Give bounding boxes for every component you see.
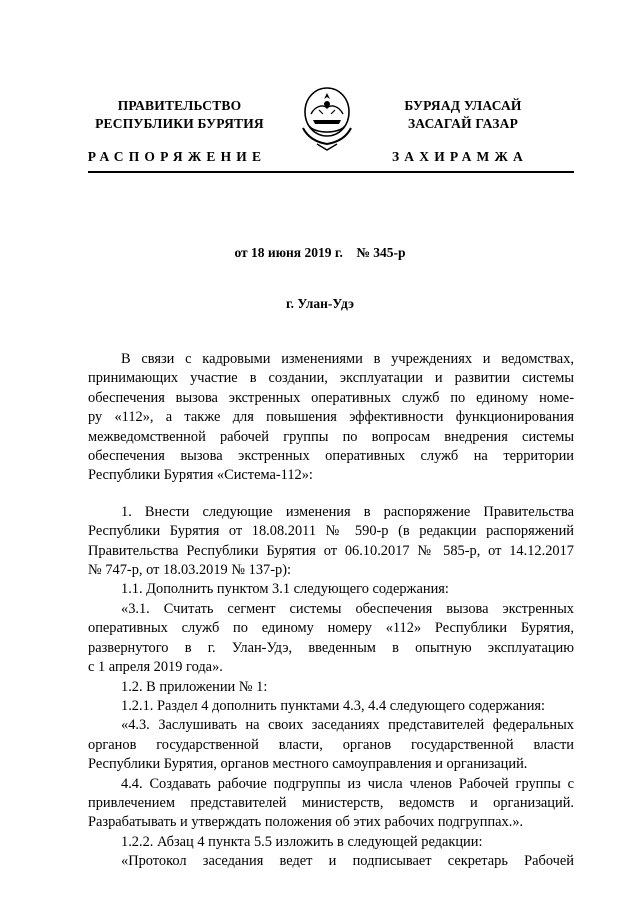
- text-line: межведомственной рабочей группы по вопросам внедрения системы: [88, 428, 574, 445]
- text-line: привлечением представителей министерств, ведомств и организаций.: [88, 794, 574, 811]
- right-org-line-1: БУРЯАД УЛАСАЙ: [404, 98, 522, 113]
- text-line: обеспечения вызова экстренных оперативных служб на территории: [88, 448, 574, 465]
- paragraph-item-1: [88, 503, 574, 581]
- text-line: «4.3. Заслушивать на своих заседаниях представителей федеральных: [121, 717, 574, 734]
- text-line: принимающих участие в создании, эксплуатации и развитии системы: [88, 370, 574, 387]
- right-org-line-2: ЗАСАГАЙ ГАЗАР: [407, 116, 519, 131]
- text-line: В связи с кадровыми изменениями в учреждениях и ведомствах,: [121, 351, 574, 367]
- text-line: Республики Бурятия «Система-112»:: [88, 467, 313, 484]
- right-document-type: ЗАХИРАМЖА: [391, 149, 529, 164]
- text-line: Разрабатывать и утверждать положения об этих рабочих подгруппах.».: [88, 814, 524, 831]
- paragraph-item-1-1: 1.1. Дополнить пунктом 3.1 следующего содержания:: [121, 581, 449, 598]
- text-line: с 1 апреля 2019 года».: [88, 659, 223, 676]
- paragraph-item-3-1: [88, 600, 574, 678]
- text-line: 4.4. Создавать рабочие подгруппы из числа членов Рабочей группы с: [121, 775, 574, 792]
- document-city: г. Улан-Удэ: [286, 296, 354, 311]
- text-line: «3.1. Считать сегмент системы обеспечения вызова экстренных: [121, 600, 574, 617]
- paragraph-item-1-2-1: 1.2.1. Раздел 4 дополнить пунктами 4.3, 4.4 следующего содержания:: [121, 697, 546, 714]
- text-line: развернутого в г. Улан-Удэ, введенным в опытную эксплуатацию: [88, 639, 574, 656]
- buryatia-coat-of-arms-icon: [297, 84, 357, 152]
- paragraph-item-1-2: 1.2. В приложении № 1:: [121, 678, 268, 695]
- paragraph-preamble: [88, 350, 574, 486]
- text-line: обеспечения вызова экстренных оперативных служб по единому номе-: [88, 389, 574, 406]
- text-line: Республики Бурятия, органов местного самоуправления и организаций.: [88, 756, 528, 773]
- header-divider: [88, 171, 574, 173]
- text-line: органов государственной власти, органов государственной власти: [88, 736, 574, 753]
- right-organization-name: [378, 97, 548, 133]
- document-body: [88, 350, 574, 872]
- paragraph-item-4-4: [88, 775, 574, 833]
- text-line: Республики Бурятия от 18.08.2011 № 590-р (в редакции распоряжений: [88, 523, 574, 540]
- paragraph-protocol: «Протокол заседания ведет и подписывает секретарь Рабочей: [121, 853, 574, 870]
- text-line: оперативных служб по единому номеру «112» Республики Бурятия,: [88, 620, 574, 637]
- left-org-line-1: ПРАВИТЕЛЬСТВО: [117, 98, 242, 113]
- text-line: ру «112», а также для повышения эффективности функционирования: [88, 409, 574, 426]
- left-org-line-2: РЕСПУБЛИКИ БУРЯТИЯ: [95, 116, 264, 131]
- text-line: Правительства Республики Бурятия от 06.10.2017 № 585-р, от 14.12.2017: [88, 542, 574, 559]
- text-line: № 747-р, от 18.03.2019 № 137-р):: [88, 562, 292, 579]
- paragraph-item-1-2-2: 1.2.2. Абзац 4 пункта 5.5 изложить в следующей редакции:: [121, 833, 483, 850]
- paragraph-item-4-3: [88, 716, 574, 774]
- document-date-number: от 18 июня 2019 г. № 345-р: [234, 245, 406, 260]
- left-document-type: РАСПОРЯЖЕНИЕ: [87, 149, 267, 164]
- left-organization-name: [92, 97, 267, 133]
- text-line: 1. Внести следующие изменения в распоряжение Правительства: [121, 503, 574, 520]
